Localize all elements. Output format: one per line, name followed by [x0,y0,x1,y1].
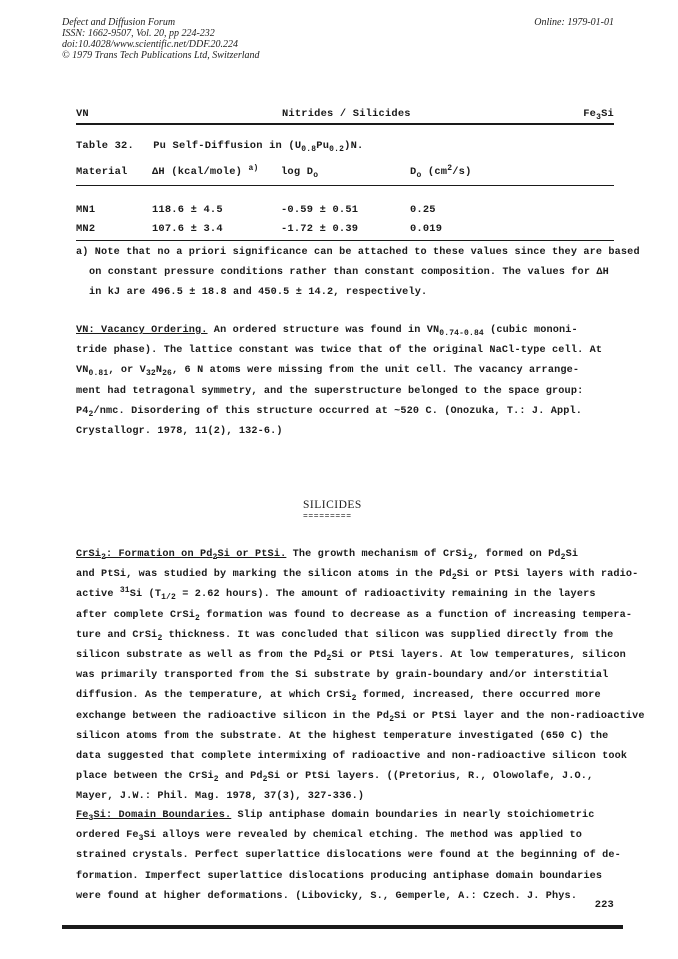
table-caption: Table 32. Pu Self-Diffusion in $(U_{0.8}Pu_{0.2})N$. [76,140,364,154]
fe3si-paragraph: $Fe_3Si$: Domain Boundaries. Slip antiphase domain boundaries in nearly stoichiometric ordered $Fe_3Si$ alloys were revealed by chemical etching. The method was applied to strained crystals. Perfect superlattice dislocations were found at the beginning of de- formation. Imperfect superlattice dislocations producing antiphase domain boundaries were found at higher deformations. (Libovicky, S., Gemperle, A.: Czech. J. Phys. [76,810,621,902]
issn-line: ISSN: 1662-9507, Vol. 20, pp 224-232 [62,28,215,39]
vn-paragraph: VN: Vacancy Ordering. An ordered structure was found in $VN_{0.74-0.84}$ (cubic mononi- tride phase). The lattice constant was twice that of the original NaCl-type cell. At $VN_{0.81}$, or $V_{32}N_{26}$, 6 N atoms were missing from the unit cell. The vacancy arrange- ment had tetragonal symmetry, and the superstructure belonged to the space group: $P4_2$/nmc. Disordering of this structure occurred at ~520 C. (Onozuka, T.: J. Appl. Crystallogr. 1978, 11(2), 132-6.) [76,325,603,438]
table-footnote [76,243,640,304]
running-head-left: VN [76,108,89,120]
footnote-line: on constant pressure conditions rather than constant composition. The values for ΔH [89,267,609,279]
table-cell-enthalpy: 118.6 ± 4.5 [152,204,223,216]
footnote-line: in kJ are 496.5 ± 18.8 and 450.5 ± 14.2, respectively. [89,287,428,299]
running-head-center: Nitrides / Silicides [282,108,411,120]
table-cell-d0: 0.019 [410,223,443,235]
table-cell-material: MN1 [76,204,96,216]
journal-name: Defect and Diffusion Forum [62,17,176,28]
table-header-enthalpy: ΔH (kcal/mole) $^{a)}$ [152,164,259,178]
footnote-line: a) Note that no a priori significance can be attached to these values since they are based [76,247,640,258]
table-bottom-rule [76,240,614,241]
running-head-right: $Fe_3Si$ [583,108,614,122]
section-heading: SILICIDES [303,499,362,511]
crsi2-paragraph: CrSi$_2$: Formation on $Pd_2Si$ or PtSi. The growth mechanism of CrSi$_2$, formed on $Pd_2Si$ and PtSi, was studied by marking the silicon atoms in the $Pd_2Si$ or PtSi layers with radio- active $^{31}$Si ($T_{1/2} = 2.62$ hours). The amount of radioactivity remaining in the layers after complete CrSi$_2$ formation was found to decrease as a function of increasing tempera- ture and CrSi$_2$ thickness. It was concluded that silicon was supplied directly from the silicon substrate as well as from the $Pd_2Si$ or PtSi layers. At low temperatures, silicon was primarily transported from the Si substrate by grain-boundary and/or interstitial diffusion. As the temperature, at which CrSi$_2$ formed, increased, there occurred more exchange between the radioactive silicon in the $Pd_2Si$ or PtSi layer and the non-radioactive silicon atoms from the substrate. At the highest temperature investigated (650 C) the data suggested that complete intermixing of radioactive and non-radioactive silicon took place between the CrSi$_2$ and $Pd_2Si$ or PtSi layers. ((Pretorius, R., Olowolafe, J.O., Mayer, J.W.: Phil. Mag. 1978, 37(3), 327-336.) [76,549,645,803]
table-header-rule [76,185,614,186]
table-cell-d0: 0.25 [410,204,436,216]
footer-rule [62,925,623,929]
table-cell-material: MN2 [76,223,96,235]
table-header-logd: $\log D_o$ [281,166,319,180]
doi-line: doi:10.4028/www.scientific.net/DDF.20.224 [62,39,239,50]
table-header-d0: $D_o$ $(cm^2/s)$ [410,164,472,180]
fe3si-paragraph-title: $Fe_3Si$: Domain Boundaries. [76,810,232,823]
copyright-line: © 1979 Trans Tech Publications Ltd, Switzerland [62,50,260,61]
online-date: Online: 1979-01-01 [534,17,614,28]
section-heading-underline: ========= [303,512,352,521]
table-header-material: Material [76,166,128,178]
vn-paragraph-title: VN: Vacancy Ordering. [76,325,208,336]
page-number: 223 [594,899,614,911]
table-cell-logd: -1.72 ± 0.39 [281,223,359,235]
table-cell-logd: -0.59 ± 0.51 [281,204,359,216]
running-head-rule [76,123,614,125]
table-cell-enthalpy: 107.6 ± 3.4 [152,223,223,235]
crsi2-paragraph-title: CrSi$_2$: Formation on $Pd_2Si$ or PtSi. [76,549,287,562]
